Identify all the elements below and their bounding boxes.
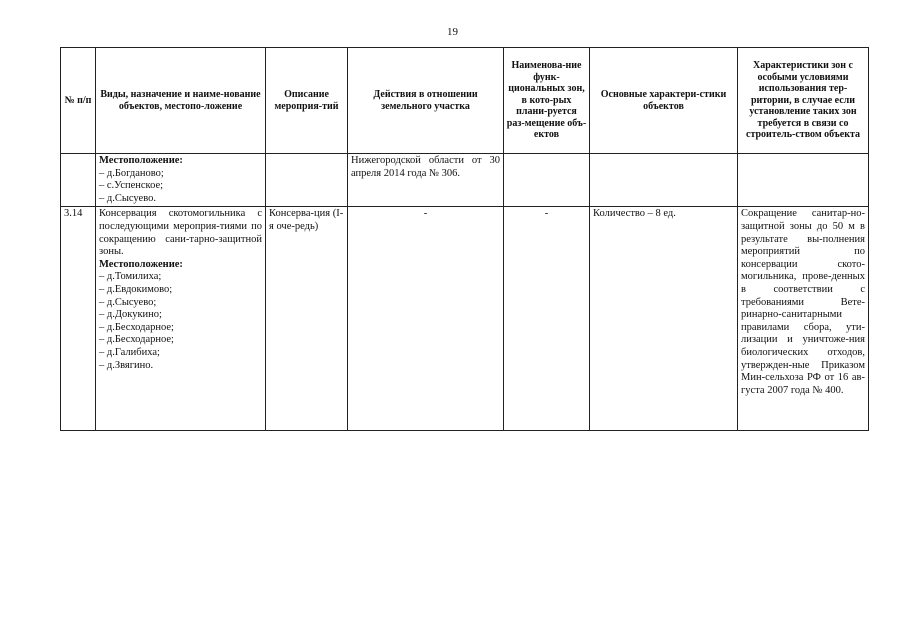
header-special-zones: Характеристики зон с особыми условиями использования тер-ритории, в случае если установление таких зон требуется в связи со строитель-ством объекта (738, 48, 869, 154)
objects-table (60, 47, 869, 431)
list-item: – д.Галибиха; (99, 346, 160, 358)
row1-object (96, 154, 266, 207)
table-row (61, 207, 869, 431)
row1-actions: Нижегородской области от 30 апреля 2014 года № 306. (348, 154, 504, 207)
header-object-type: Виды, назначение и наиме-нование объектов, местопо-ложение (96, 48, 266, 154)
table-header-row (61, 48, 869, 154)
row2-characteristics: Количество – 8 ед. (590, 207, 738, 431)
header-zones: Наименова-ние функ-циональных зон, в кото-рых плани-руется раз-мещение объ-ектов (504, 48, 590, 154)
header-characteristics: Основные характери-стики объектов (590, 48, 738, 154)
list-item: – с.Успенское; (99, 180, 164, 192)
table-row (61, 154, 869, 207)
row1-description (266, 154, 348, 207)
list-item: – д.Сысуево; (99, 296, 157, 308)
row2-actions: - (348, 207, 504, 431)
row2-location-label: Местоположение: (99, 258, 183, 270)
row2-special-zones: Сокращение санитар-но-защитной зоны до 50 м в результате вы-полнения мероприятий по консервации ското-могильника, прове-денных в соответствии с требованиями Вете-ринарно-санитарными правилами сбора, ути-лизации и уничтоже-ния биологических отходов, утвержден-ные Приказом Мин-сельхоза РФ от 16 ав-густа 2007 года № 400. (738, 207, 869, 431)
page-number: 19 (447, 26, 458, 38)
row2-zones: - (504, 207, 590, 431)
header-actions: Действия в отношении земельного участка (348, 48, 504, 154)
row2-description: Консерва-ция (I-я оче-редь) (266, 207, 348, 431)
list-item: – д.Евдокимово; (99, 283, 173, 295)
list-item: – д.Сысуево. (99, 192, 156, 204)
list-item: – д.Докукино; (99, 309, 162, 321)
list-item: – д.Звягино. (99, 359, 154, 371)
header-description: Описание мероприя-тий (266, 48, 348, 154)
row1-location-label: Местоположение: (99, 155, 183, 166)
row1-characteristics (590, 154, 738, 207)
list-item: – д.Бесходарное; (99, 334, 174, 346)
row2-number: 3.14 (61, 207, 96, 431)
row1-zones (504, 154, 590, 207)
list-item: – д.Бесходарное; (99, 321, 174, 333)
header-number: № п/п (61, 48, 96, 154)
row2-object (96, 207, 266, 431)
list-item: – д.Богданово; (99, 167, 164, 179)
list-item: – д.Томилиха; (99, 271, 162, 283)
row2-object-text: Консервация скотомогильника с последующими мероприя-тиями по сокращению сани-тарно-защитной зоны. (99, 208, 262, 258)
row1-number (61, 154, 96, 207)
row1-special-zones (738, 154, 869, 207)
